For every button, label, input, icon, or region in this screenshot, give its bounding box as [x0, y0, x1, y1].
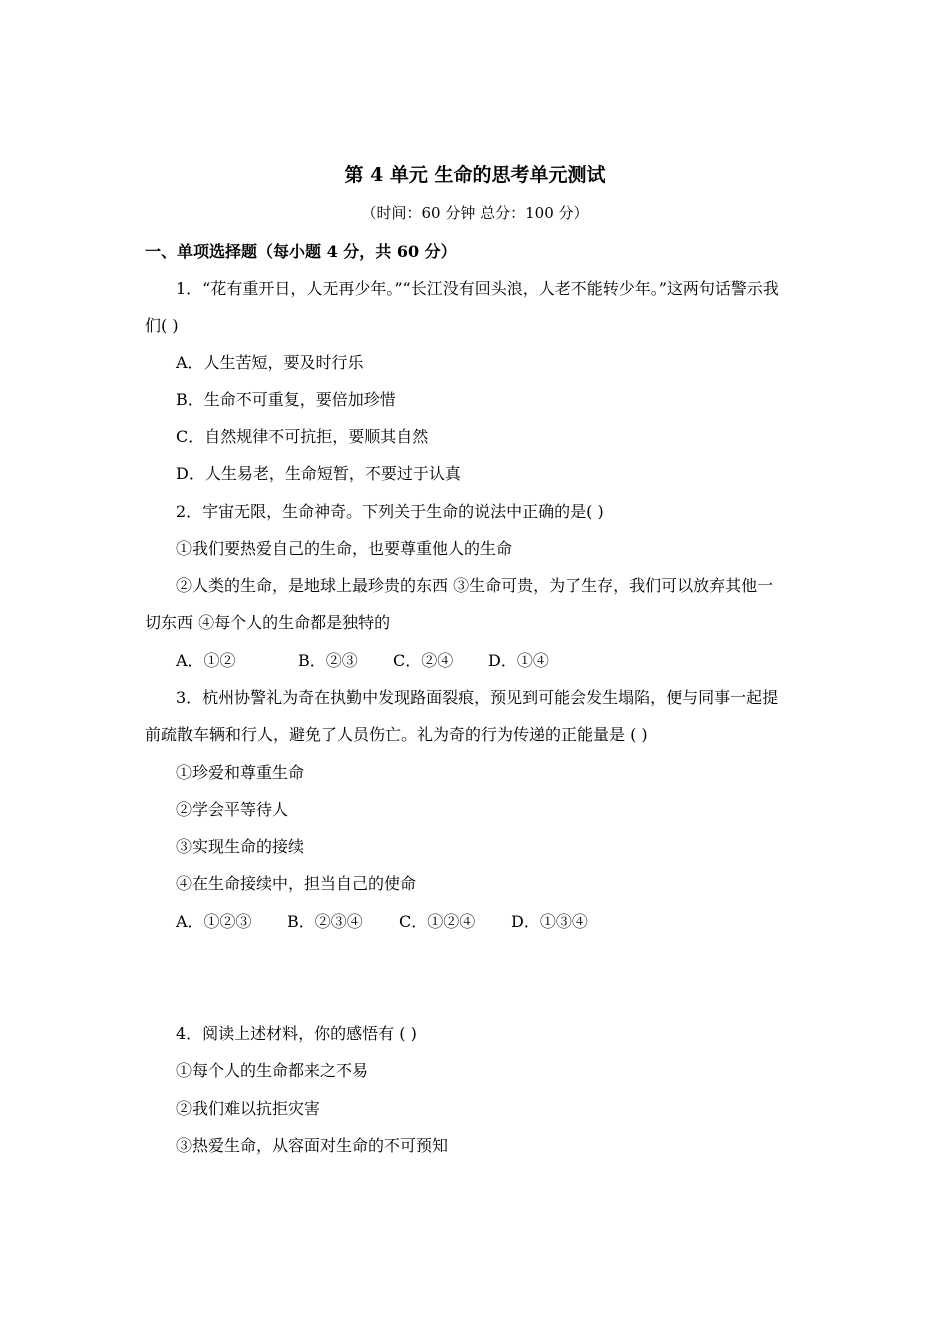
q3-item-1: ①珍爱和尊重生命: [176, 763, 305, 782]
q3-item-3: ③实现生命的接续: [176, 837, 305, 856]
q3-option-c: C．①②④: [399, 912, 476, 931]
q3-stem-line1: 3．杭州协警礼为奇在执勤中发现路面裂痕，预见到可能会发生塌陷，便与同事一起提: [176, 688, 779, 707]
q3-options: [176, 910, 588, 934]
q3-option-b: B．②③④: [287, 912, 363, 931]
section-heading: 一、单项选择题（每小题 4 分，共 60 分）: [145, 242, 457, 261]
q4-item-3: ③热爱生命，从容面对生命的不可预知: [176, 1136, 449, 1155]
q2-option-c: C．②④: [393, 651, 454, 670]
exam-time-score: （时间：60 分钟 总分：100 分）: [361, 204, 589, 222]
q2-option-b: B．②③: [298, 651, 358, 670]
page-title: 第 4 单元 生命的思考单元测试: [344, 164, 606, 186]
q2-item-1: ①我们要热爱自己的生命，也要尊重他人的生命: [176, 539, 513, 558]
q3-item-4: ④在生命接续中，担当自己的使命: [176, 874, 417, 893]
q2-option-a: A．①②: [176, 651, 236, 670]
q2-item-2-3: ②人类的生命，是地球上最珍贵的东西 ③生命可贵，为了生存，我们可以放弃其他一: [176, 576, 774, 595]
q4-item-1: ①每个人的生命都来之不易: [176, 1061, 369, 1080]
q4-stem: 4．阅读上述材料，你的感悟有 ( ): [176, 1024, 417, 1043]
q1-stem-line2: 们( ): [145, 316, 179, 335]
q3-item-2: ②学会平等待人: [176, 800, 289, 819]
q1-choice-d: D．人生易老，生命短暂，不要过于认真: [176, 464, 461, 483]
q3-stem-line2: 前疏散车辆和行人，避免了人员伤亡。礼为奇的行为传递的正能量是 ( ): [145, 725, 648, 744]
q4-item-2: ②我们难以抗拒灾害: [176, 1099, 321, 1118]
q3-option-a: A．①②③: [176, 912, 252, 931]
q2-options: [176, 649, 549, 673]
q1-choice-a: A．人生苦短，要及时行乐: [176, 353, 364, 372]
q3-option-d: D．①③④: [511, 912, 588, 931]
q2-item-3-4: 切东西 ④每个人的生命都是独特的: [145, 613, 391, 632]
q1-choice-b: B．生命不可重复，要倍加珍惜: [176, 390, 396, 409]
q2-option-d: D．①④: [488, 651, 549, 670]
q1-stem-line1: 1．“花有重开日，人无再少年。”“长江没有回头浪，人老不能转少年。”这两句话警示我: [176, 279, 779, 298]
q2-stem: 2．宇宙无限，生命神奇。下列关于生命的说法中正确的是( ): [176, 502, 604, 521]
q1-choice-c: C．自然规律不可抗拒，要顺其自然: [176, 427, 429, 446]
